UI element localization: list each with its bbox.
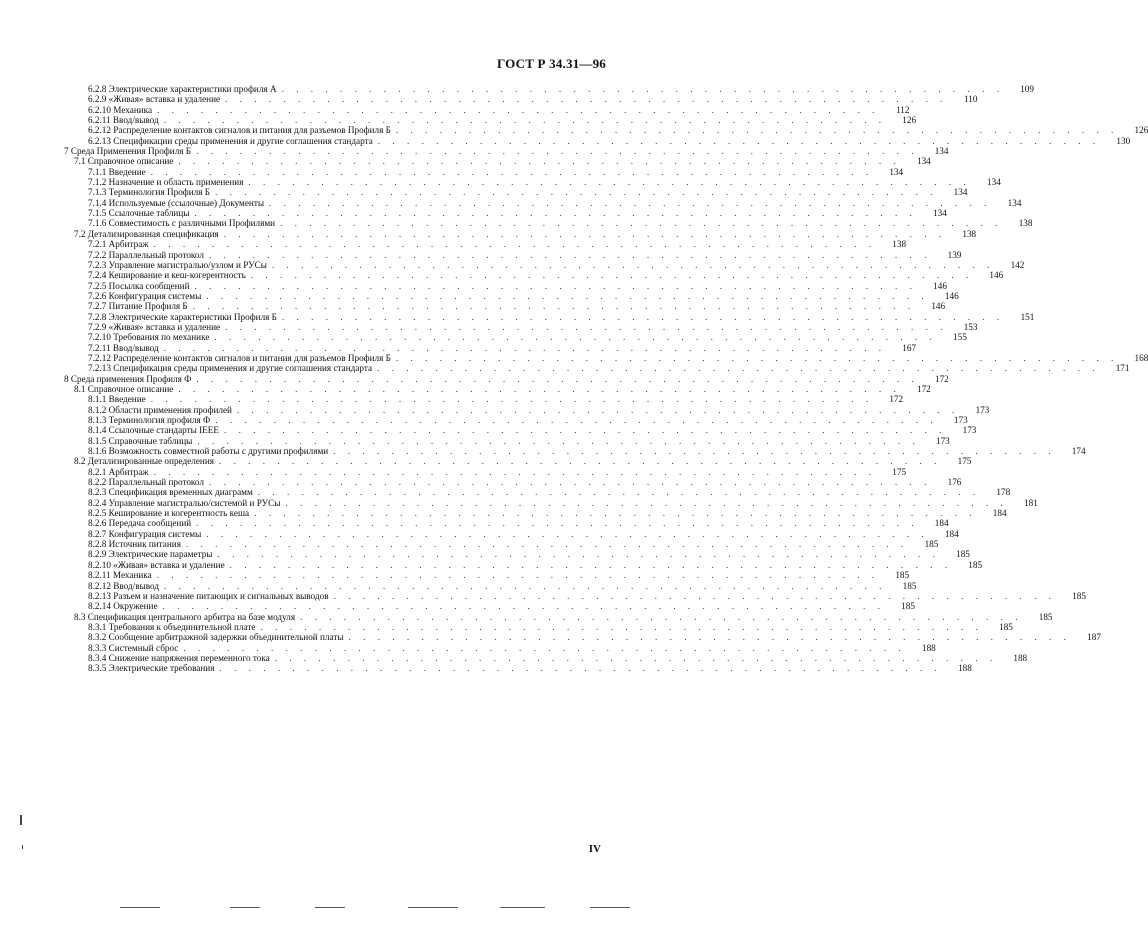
toc-leader-dots: . . . . . . . . . . . . . . . . . . . . . . . . . . . . . . . . . . . . . . . . . . . . . . . . . .: [153, 239, 877, 250]
toc-entry-title: 7.2.12 Распределение контактов сигналов и питания для разъемов Профиля Б: [88, 352, 391, 363]
toc-entry: [64, 394, 904, 405]
toc-entry: [64, 611, 1053, 622]
toc-entry-title: 6.2.9 «Живая» вставка и удаление: [88, 94, 221, 105]
toc-leader-dots: . . . . . . . . . . . . . . . . . . . . . . . . . . . . . . . . . . . . . . . . . . . . . . . . . .: [163, 342, 887, 353]
toc-entry-page: 151: [1020, 311, 1035, 322]
toc-entry-page: 167: [902, 342, 917, 353]
toc-leader-dots: . . . . . . . . . . . . . . . . . . . . . . . . . . . . . . . . . . . . . . . . . . . . . . . . . .: [214, 332, 937, 343]
toc-entry: [64, 559, 983, 570]
scan-rule: [408, 907, 458, 908]
toc-entry: [64, 342, 917, 353]
scan-speck: [22, 845, 23, 849]
toc-leader-dots: . . . . . . . . . . . . . . . . . . . . . . . . . . . . . . . . . . . . . . . . . . . . . . . . . .: [209, 477, 932, 488]
toc-entry-title: 8.2.3 Спецификация временных диаграмм: [88, 487, 253, 498]
toc-entry: [64, 228, 977, 239]
toc-entry-title: 8.2.1 Арбитраж: [88, 466, 149, 477]
toc-entry-title: 7.2.4 Кеширование и кеш-когерентность: [88, 270, 246, 281]
toc-entry-title: 8.1.3 Терминология профиля Ф: [88, 415, 211, 425]
toc-leader-dots: . . . . . . . . . . . . . . . . . . . . . . . . . . . . . . . . . . . . . . . . . . . . . . . . . .: [257, 487, 981, 498]
toc-entry-page: 134: [953, 187, 968, 198]
toc-entry-page: 146: [931, 301, 946, 312]
toc-entry-page: 185: [1072, 590, 1086, 601]
toc-entry-page: 130: [1116, 135, 1131, 146]
toc-entry-page: 171: [1115, 363, 1130, 374]
toc-entry-title: 8.2.11 Механика: [88, 570, 152, 581]
toc-leader-dots: . . . . . . . . . . . . . . . . . . . . . . . . . . . . . . . . . . . . . . . . . . . . . . . . . .: [197, 435, 920, 446]
toc-leader-dots: . . . . . . . . . . . . . . . . . . . . . . . . . . . . . . . . . . . . . . . . . . . . . . . . . .: [162, 601, 885, 612]
toc-leader-dots: . . . . . . . . . . . . . . . . . . . . . . . . . . . . . . . . . . . . . . . . . . . . . . . . . .: [333, 446, 1056, 457]
toc-leader-dots: . . . . . . . . . . . . . . . . . . . . . . . . . . . . . . . . . . . . . . . . . . . . . . . . . .: [215, 415, 938, 425]
toc-entry: [64, 311, 1035, 322]
toc-entry-title: 8.2.14 Окружение: [88, 601, 158, 612]
toc-entry: [64, 518, 949, 529]
toc-entry-page: 134: [889, 166, 904, 177]
toc-leader-dots: . . . . . . . . . . . . . . . . . . . . . . . . . . . . . . . . . . . . . . . . . . . . . . . . . .: [395, 352, 1119, 363]
toc-leader-dots: . . . . . . . . . . . . . . . . . . . . . . . . . . . . . . . . . . . . . . . . . . . . . . . . . .: [225, 321, 948, 332]
toc-entry-page: 187: [1087, 632, 1101, 643]
toc-entry: [64, 642, 936, 653]
toc-entry-page: 178: [996, 487, 1011, 498]
scan-rule: [230, 907, 260, 908]
scan-rule: [590, 907, 630, 908]
toc-leader-dots: . . . . . . . . . . . . . . . . . . . . . . . . . . . . . . . . . . . . . . . . . . . . . . . . . .: [274, 652, 998, 663]
toc-entry-page: 138: [892, 239, 907, 250]
toc-entry-title: 8.2.9 Электрические параметры: [88, 549, 213, 560]
toc-entry-title: 8.3.1 Требования к объединительной плате: [88, 621, 256, 632]
toc-entry-page: 173: [975, 404, 990, 415]
toc-entry-page: 138: [1018, 218, 1033, 229]
toc-entry-title: 8.1.6 Возможность совместной работы с другими профилями: [88, 446, 329, 457]
toc-entry-page: 155: [953, 332, 967, 343]
toc-entry-page: 173: [962, 425, 977, 436]
toc-entry: [64, 652, 1028, 663]
toc-leader-dots: . . . . . . . . . . . . . . . . . . . . . . . . . . . . . . . . . . . . . . . . . . . . . . . . . .: [281, 84, 1004, 94]
toc-entry-page: 185: [968, 559, 983, 570]
toc-entry-title: 8.1 Справочное описание: [74, 383, 174, 394]
toc-leader-dots: . . . . . . . . . . . . . . . . . . . . . . . . . . . . . . . . . . . . . . . . . . . . . . . . . .: [260, 621, 983, 632]
toc-leader-dots: . . . . . . . . . . . . . . . . . . . . . . . . . . . . . . . . . . . . . . . . . . . . . . . . . .: [271, 259, 995, 270]
toc-entry-page: 134: [1007, 197, 1022, 208]
toc-leader-dots: . . . . . . . . . . . . . . . . . . . . . . . . . . . . . . . . . . . . . . . . . . . . . . . . . .: [280, 218, 1003, 229]
toc-entry: [64, 94, 978, 105]
toc-leader-dots: . . . . . . . . . . . . . . . . . . . . . . . . . . . . . . . . . . . . . . . . . . . . . . . . . .: [269, 197, 992, 208]
toc-entry: [64, 239, 907, 250]
toc-leader-dots: . . . . . . . . . . . . . . . . . . . . . . . . . . . . . . . . . . . . . . . . . . . . . . . . . .: [224, 425, 947, 436]
toc-entry-title: 8.2.7 Конфигурация системы: [88, 528, 202, 539]
toc-leader-dots: . . . . . . . . . . . . . . . . . . . . . . . . . . . . . . . . . . . . . . . . . . . . . . . . . .: [157, 104, 880, 115]
toc-entry-title: 7.1.1 Введение: [88, 166, 146, 177]
toc-leader-dots: . . . . . . . . . . . . . . . . . . . . . . . . . . . . . . . . . . . . . . . . . . . . . . . . . .: [300, 611, 1023, 622]
toc-entry-title: 7.2.10 Требования по механике: [88, 332, 210, 343]
toc-entry-title: 7.2 Детализированная спецификация: [74, 228, 219, 239]
toc-leader-dots: . . . . . . . . . . . . . . . . . . . . . . . . . . . . . . . . . . . . . . . . . . . . . . . . . .: [377, 135, 1101, 146]
toc-entry: [64, 632, 1101, 643]
toc-entry-title: 7.1.2 Назначение и область применения: [88, 177, 244, 188]
toc-entry-page: 168: [1134, 352, 1148, 363]
toc-leader-dots: . . . . . . . . . . . . . . . . . . . . . . . . . . . . . . . . . . . . . . . . . . . . . . . . . .: [254, 508, 977, 519]
toc-entry: [64, 104, 910, 115]
toc-entry-title: 7.2.1 Арбитраж: [88, 239, 149, 250]
toc-leader-dots: . . . . . . . . . . . . . . . . . . . . . . . . . . . . . . . . . . . . . . . . . . . . . . . . . .: [348, 632, 1071, 643]
toc-entry-title: 8.3.5 Электрические требования: [88, 663, 215, 674]
toc-entry-page: 146: [944, 290, 959, 301]
toc-entry: [64, 446, 1086, 457]
toc-leader-dots: . . . . . . . . . . . . . . . . . . . . . . . . . . . . . . . . . . . . . . . . . . . . . . . . . .: [150, 166, 874, 177]
toc-leader-dots: . . . . . . . . . . . . . . . . . . . . . . . . . . . . . . . . . . . . . . . . . . . . . . . . . .: [229, 559, 953, 570]
toc-leader-dots: . . . . . . . . . . . . . . . . . . . . . . . . . . . . . . . . . . . . . . . . . . . . . . . . . .: [250, 270, 974, 281]
toc-entry: [64, 332, 967, 343]
toc-entry-page: 126: [1134, 125, 1148, 136]
toc-entry-title: 8.2.2 Параллельный протокол: [88, 477, 204, 488]
toc-entry-page: 175: [957, 456, 972, 467]
toc-entry: [64, 363, 1130, 374]
toc-entry: [64, 197, 1022, 208]
toc-entry: [64, 321, 978, 332]
scan-rule: [120, 907, 160, 908]
toc-entry: [64, 373, 949, 384]
toc-leader-dots: . . . . . . . . . . . . . . . . . . . . . . . . . . . . . . . . . . . . . . . . . . . . . . . . . .: [192, 301, 916, 312]
toc-leader-dots: . . . . . . . . . . . . . . . . . . . . . . . . . . . . . . . . . . . . . . . . . . . . . . . . . .: [194, 208, 917, 219]
toc-entry-page: 134: [933, 208, 947, 219]
toc-entry-page: 184: [934, 518, 949, 529]
toc-entry-page: 185: [895, 570, 910, 581]
toc-leader-dots: . . . . . . . . . . . . . . . . . . . . . . . . . . . . . . . . . . . . . . . . . . . . . . . . . .: [206, 290, 929, 301]
toc-entry-title: 8.3.3 Системный сброс: [88, 642, 179, 653]
toc-entry-page: 142: [1010, 259, 1025, 270]
table-of-contents: [64, 84, 1148, 674]
toc-entry: [64, 621, 1013, 632]
toc-leader-dots: . . . . . . . . . . . . . . . . . . . . . . . . . . . . . . . . . . . . . . . . . . . . . . . . . .: [215, 187, 938, 198]
toc-entry: [64, 135, 1131, 146]
toc-entry: [64, 404, 990, 415]
toc-entry-page: 184: [992, 508, 1007, 519]
toc-entry-title: 7.2.9 «Живая» вставка и удаление: [88, 321, 221, 332]
toc-leader-dots: . . . . . . . . . . . . . . . . . . . . . . . . . . . . . . . . . . . . . . . . . . . . . . . . . .: [164, 580, 887, 591]
toc-entry-page: 176: [947, 477, 962, 488]
toc-entry: [64, 115, 917, 126]
toc-leader-dots: . . . . . . . . . . . . . . . . . . . . . . . . . . . . . . . . . . . . . . . . . . . . . . . . . .: [206, 528, 929, 539]
toc-entry: [64, 466, 907, 477]
toc-entry-page: 185: [924, 539, 939, 550]
toc-entry-page: 181: [1024, 497, 1038, 508]
toc-entry-title: 6.2.13 Спецификации среды применения и другие соглашения стандарта: [88, 135, 373, 146]
toc-leader-dots: . . . . . . . . . . . . . . . . . . . . . . . . . . . . . . . . . . . . . . . . . . . . . . . . . .: [333, 590, 1056, 601]
toc-entry-title: 8.1.4 Ссылочные стандарты IEEE: [88, 425, 219, 436]
toc-entry-page: 172: [934, 373, 949, 384]
toc-leader-dots: . . . . . . . . . . . . . . . . . . . . . . . . . . . . . . . . . . . . . . . . . . . . . . . . . .: [217, 549, 940, 560]
toc-leader-dots: . . . . . . . . . . . . . . . . . . . . . . . . . . . . . . . . . . . . . . . . . . . . . . . . . .: [395, 125, 1119, 136]
toc-leader-dots: . . . . . . . . . . . . . . . . . . . . . . . . . . . . . . . . . . . . . . . . . . . . . . . . . .: [185, 539, 909, 550]
toc-entry-title: 8.2.4 Управление магистралью/системой и РУСы: [88, 497, 281, 508]
toc-entry: [64, 508, 1007, 519]
toc-entry: [64, 570, 910, 581]
toc-entry-page: 110: [964, 94, 978, 105]
toc-leader-dots: . . . . . . . . . . . . . . . . . . . . . . . . . . . . . . . . . . . . . . . . . . . . . . . . . .: [156, 570, 880, 581]
toc-leader-dots: . . . . . . . . . . . . . . . . . . . . . . . . . . . . . . . . . . . . . . . . . . . . . . . . . .: [150, 394, 874, 405]
toc-leader-dots: . . . . . . . . . . . . . . . . . . . . . . . . . . . . . . . . . . . . . . . . . . . . . . . . . .: [196, 146, 919, 157]
toc-entry: [64, 663, 972, 674]
toc-leader-dots: . . . . . . . . . . . . . . . . . . . . . . . . . . . . . . . . . . . . . . . . . . . . . . . . . .: [153, 466, 877, 477]
toc-entry: [64, 497, 1038, 508]
toc-entry-title: 8.2 Детализированные определения: [74, 456, 214, 467]
toc-entry-title: 7.2.8 Электрические характеристики Профиля Б: [88, 311, 277, 322]
toc-entry: [64, 146, 949, 157]
toc-entry-title: 6.2.11 Ввод/вывод: [88, 115, 159, 126]
toc-leader-dots: . . . . . . . . . . . . . . . . . . . . . . . . . . . . . . . . . . . . . . . . . . . . . . . . . .: [178, 156, 901, 167]
toc-entry: [64, 383, 931, 394]
toc-entry-page: 146: [989, 270, 1004, 281]
scan-speck: [20, 815, 22, 825]
toc-entry: [64, 270, 1004, 281]
toc-entry-title: 7.2.11 Ввод/вывод: [88, 342, 159, 353]
scan-rule: [315, 907, 345, 908]
toc-leader-dots: . . . . . . . . . . . . . . . . . . . . . . . . . . . . . . . . . . . . . . . . . . . . . . . . . .: [178, 383, 901, 394]
toc-entry-page: 173: [953, 415, 968, 425]
toc-entry-page: 134: [987, 177, 1001, 188]
toc-entry: [64, 249, 962, 260]
toc-entry: [64, 456, 972, 467]
toc-entry-title: 7.1.6 Совместимость с различными Профилями: [88, 218, 276, 229]
toc-leader-dots: . . . . . . . . . . . . . . . . . . . . . . . . . . . . . . . . . . . . . . . . . . . . . . . . . .: [194, 280, 917, 291]
toc-entry-title: 7.1.3 Терминология Профиля Б: [88, 187, 211, 198]
toc-entry-title: 6.2.8 Электрические характеристики профиля А: [88, 84, 277, 94]
toc-entry-title: 8.2.10 «Живая» вставка и удаление: [88, 559, 225, 570]
toc-entry-title: 7.1 Справочное описание: [74, 156, 174, 167]
toc-entry: [64, 435, 950, 446]
toc-entry-title: 8.1.2 Области применения профилей: [88, 404, 232, 415]
toc-entry-page: 188: [958, 663, 972, 674]
toc-entry-title: 7.2.2 Параллельный протокол: [88, 249, 204, 260]
toc-entry-page: 185: [901, 601, 915, 612]
toc-entry-page: 175: [892, 466, 907, 477]
toc-entry-page: 184: [944, 528, 959, 539]
toc-leader-dots: . . . . . . . . . . . . . . . . . . . . . . . . . . . . . . . . . . . . . . . . . . . . . . . . . .: [183, 642, 906, 653]
toc-leader-dots: . . . . . . . . . . . . . . . . . . . . . . . . . . . . . . . . . . . . . . . . . . . . . . . . . .: [248, 177, 971, 188]
toc-entry-page: 134: [934, 146, 949, 157]
toc-leader-dots: . . . . . . . . . . . . . . . . . . . . . . . . . . . . . . . . . . . . . . . . . . . . . . . . . .: [223, 228, 947, 239]
toc-entry-title: 8.2.12 Ввод/вывод: [88, 580, 160, 591]
toc-leader-dots: . . . . . . . . . . . . . . . . . . . . . . . . . . . . . . . . . . . . . . . . . . . . . . . . . .: [218, 456, 942, 467]
toc-entry-title: 8.1.5 Справочные таблицы: [88, 435, 193, 446]
toc-leader-dots: . . . . . . . . . . . . . . . . . . . . . . . . . . . . . . . . . . . . . . . . . . . . . . . . . .: [219, 663, 942, 674]
page-number: IV: [588, 843, 601, 855]
toc-entry-title: 7.2.6 Конфигурация системы: [88, 290, 202, 301]
toc-entry: [64, 156, 931, 167]
toc-entry: [64, 549, 970, 560]
toc-entry-page: 174: [1071, 446, 1086, 457]
toc-entry: [64, 528, 959, 539]
toc-entry-title: 7.2.7 Питание Профиля Б: [88, 301, 188, 312]
toc-entry: [64, 187, 968, 198]
toc-entry: [64, 425, 977, 436]
toc-entry-title: 8 Среда применения Профиля Ф: [64, 373, 192, 384]
toc-leader-dots: . . . . . . . . . . . . . . . . . . . . . . . . . . . . . . . . . . . . . . . . . . . . . . . . . .: [225, 94, 948, 105]
toc-entry-title: 7 Среда Применения Профиля Б: [64, 146, 192, 157]
toc-entry: [64, 352, 1148, 363]
standard-designation: ГОСТ Р 34.31—96: [497, 56, 606, 71]
toc-entry-title: 8.2.6 Передача сообщений: [88, 518, 192, 529]
toc-entry-page: 172: [889, 394, 904, 405]
toc-entry: [64, 280, 947, 291]
toc-entry-title: 8.1.1 Введение: [88, 394, 146, 405]
toc-entry-title: 8.3.2 Сообщение арбитражной задержки объединительной платы: [88, 632, 344, 643]
toc-entry-page: 126: [902, 115, 917, 126]
toc-entry: [64, 259, 1025, 270]
toc-entry-title: 7.2.5 Посылка сообщений: [88, 280, 190, 291]
toc-entry-page: 134: [916, 156, 931, 167]
toc-entry-page: 188: [921, 642, 936, 653]
toc-entry: [64, 290, 959, 301]
toc-entry-page: 185: [956, 549, 970, 560]
toc-entry-page: 153: [963, 321, 978, 332]
toc-entry: [64, 84, 1034, 94]
toc-entry: [64, 125, 1148, 136]
toc-entry-title: 7.2.13 Спецификация среды применения и другие соглашения стандарта: [88, 363, 373, 374]
toc-entry-page: 109: [1020, 84, 1034, 94]
toc-entry-title: 7.1.5 Ссылочные таблицы: [88, 208, 190, 219]
toc-leader-dots: . . . . . . . . . . . . . . . . . . . . . . . . . . . . . . . . . . . . . . . . . . . . . . . . . .: [285, 497, 1008, 508]
toc-entry-page: 185: [1038, 611, 1053, 622]
toc-entry: [64, 166, 904, 177]
toc-entry-title: 8.3.4 Снижение напряжения переменного тока: [88, 652, 270, 663]
toc-entry: [64, 477, 962, 488]
toc-leader-dots: . . . . . . . . . . . . . . . . . . . . . . . . . . . . . . . . . . . . . . . . . . . . . . . . . .: [281, 311, 1005, 322]
toc-leader-dots: . . . . . . . . . . . . . . . . . . . . . . . . . . . . . . . . . . . . . . . . . . . . . . . . . .: [236, 404, 960, 415]
toc-entry-title: 8.3 Спецификация центрального арбитра на базе модуля: [74, 611, 296, 622]
toc-entry-page: 173: [935, 435, 950, 446]
toc-leader-dots: . . . . . . . . . . . . . . . . . . . . . . . . . . . . . . . . . . . . . . . . . . . . . . . . . .: [196, 518, 919, 529]
toc-entry-title: 8.2.5 Кеширование и когерентность кеша: [88, 508, 250, 519]
toc-entry-page: 146: [933, 280, 947, 291]
toc-leader-dots: . . . . . . . . . . . . . . . . . . . . . . . . . . . . . . . . . . . . . . . . . . . . . . . . . .: [163, 115, 887, 126]
toc-entry: [64, 601, 915, 612]
toc-entry-title: 6.2.10 Механика: [88, 104, 153, 115]
toc-entry-page: 172: [916, 383, 931, 394]
toc-leader-dots: . . . . . . . . . . . . . . . . . . . . . . . . . . . . . . . . . . . . . . . . . . . . . . . . . .: [209, 249, 932, 260]
toc-entry-title: 8.2.13 Разъем и назначение питающих и сигнальных выводов: [88, 590, 329, 601]
toc-entry-title: 7.2.3 Управление магистралью/узлом и РУСы: [88, 259, 267, 270]
toc-entry: [64, 208, 947, 219]
toc-entry-page: 139: [947, 249, 962, 260]
toc-entry-page: 138: [962, 228, 977, 239]
toc-entry: [64, 415, 968, 425]
toc-entry-title: 7.1.4 Используемые (ссылочные) Документы: [88, 197, 265, 208]
toc-entry-page: 185: [902, 580, 917, 591]
toc-entry-title: 6.2.12 Распределение контактов сигналов и питания для разъемов Профиля Б: [88, 125, 391, 136]
scan-rule: [500, 907, 545, 908]
toc-entry-page: 112: [896, 104, 910, 115]
toc-entry-page: 185: [999, 621, 1013, 632]
toc-entry: [64, 539, 939, 550]
toc-entry: [64, 487, 1011, 498]
toc-entry: [64, 580, 917, 591]
toc-entry-page: 188: [1013, 652, 1028, 663]
toc-entry: [64, 177, 1001, 188]
toc-leader-dots: . . . . . . . . . . . . . . . . . . . . . . . . . . . . . . . . . . . . . . . . . . . . . . . . . .: [196, 373, 919, 384]
toc-leader-dots: . . . . . . . . . . . . . . . . . . . . . . . . . . . . . . . . . . . . . . . . . . . . . . . . . .: [377, 363, 1100, 374]
toc-entry: [64, 218, 1033, 229]
toc-entry: [64, 590, 1086, 601]
toc-entry-title: 8.2.8 Источник питания: [88, 539, 181, 550]
toc-entry: [64, 301, 946, 312]
